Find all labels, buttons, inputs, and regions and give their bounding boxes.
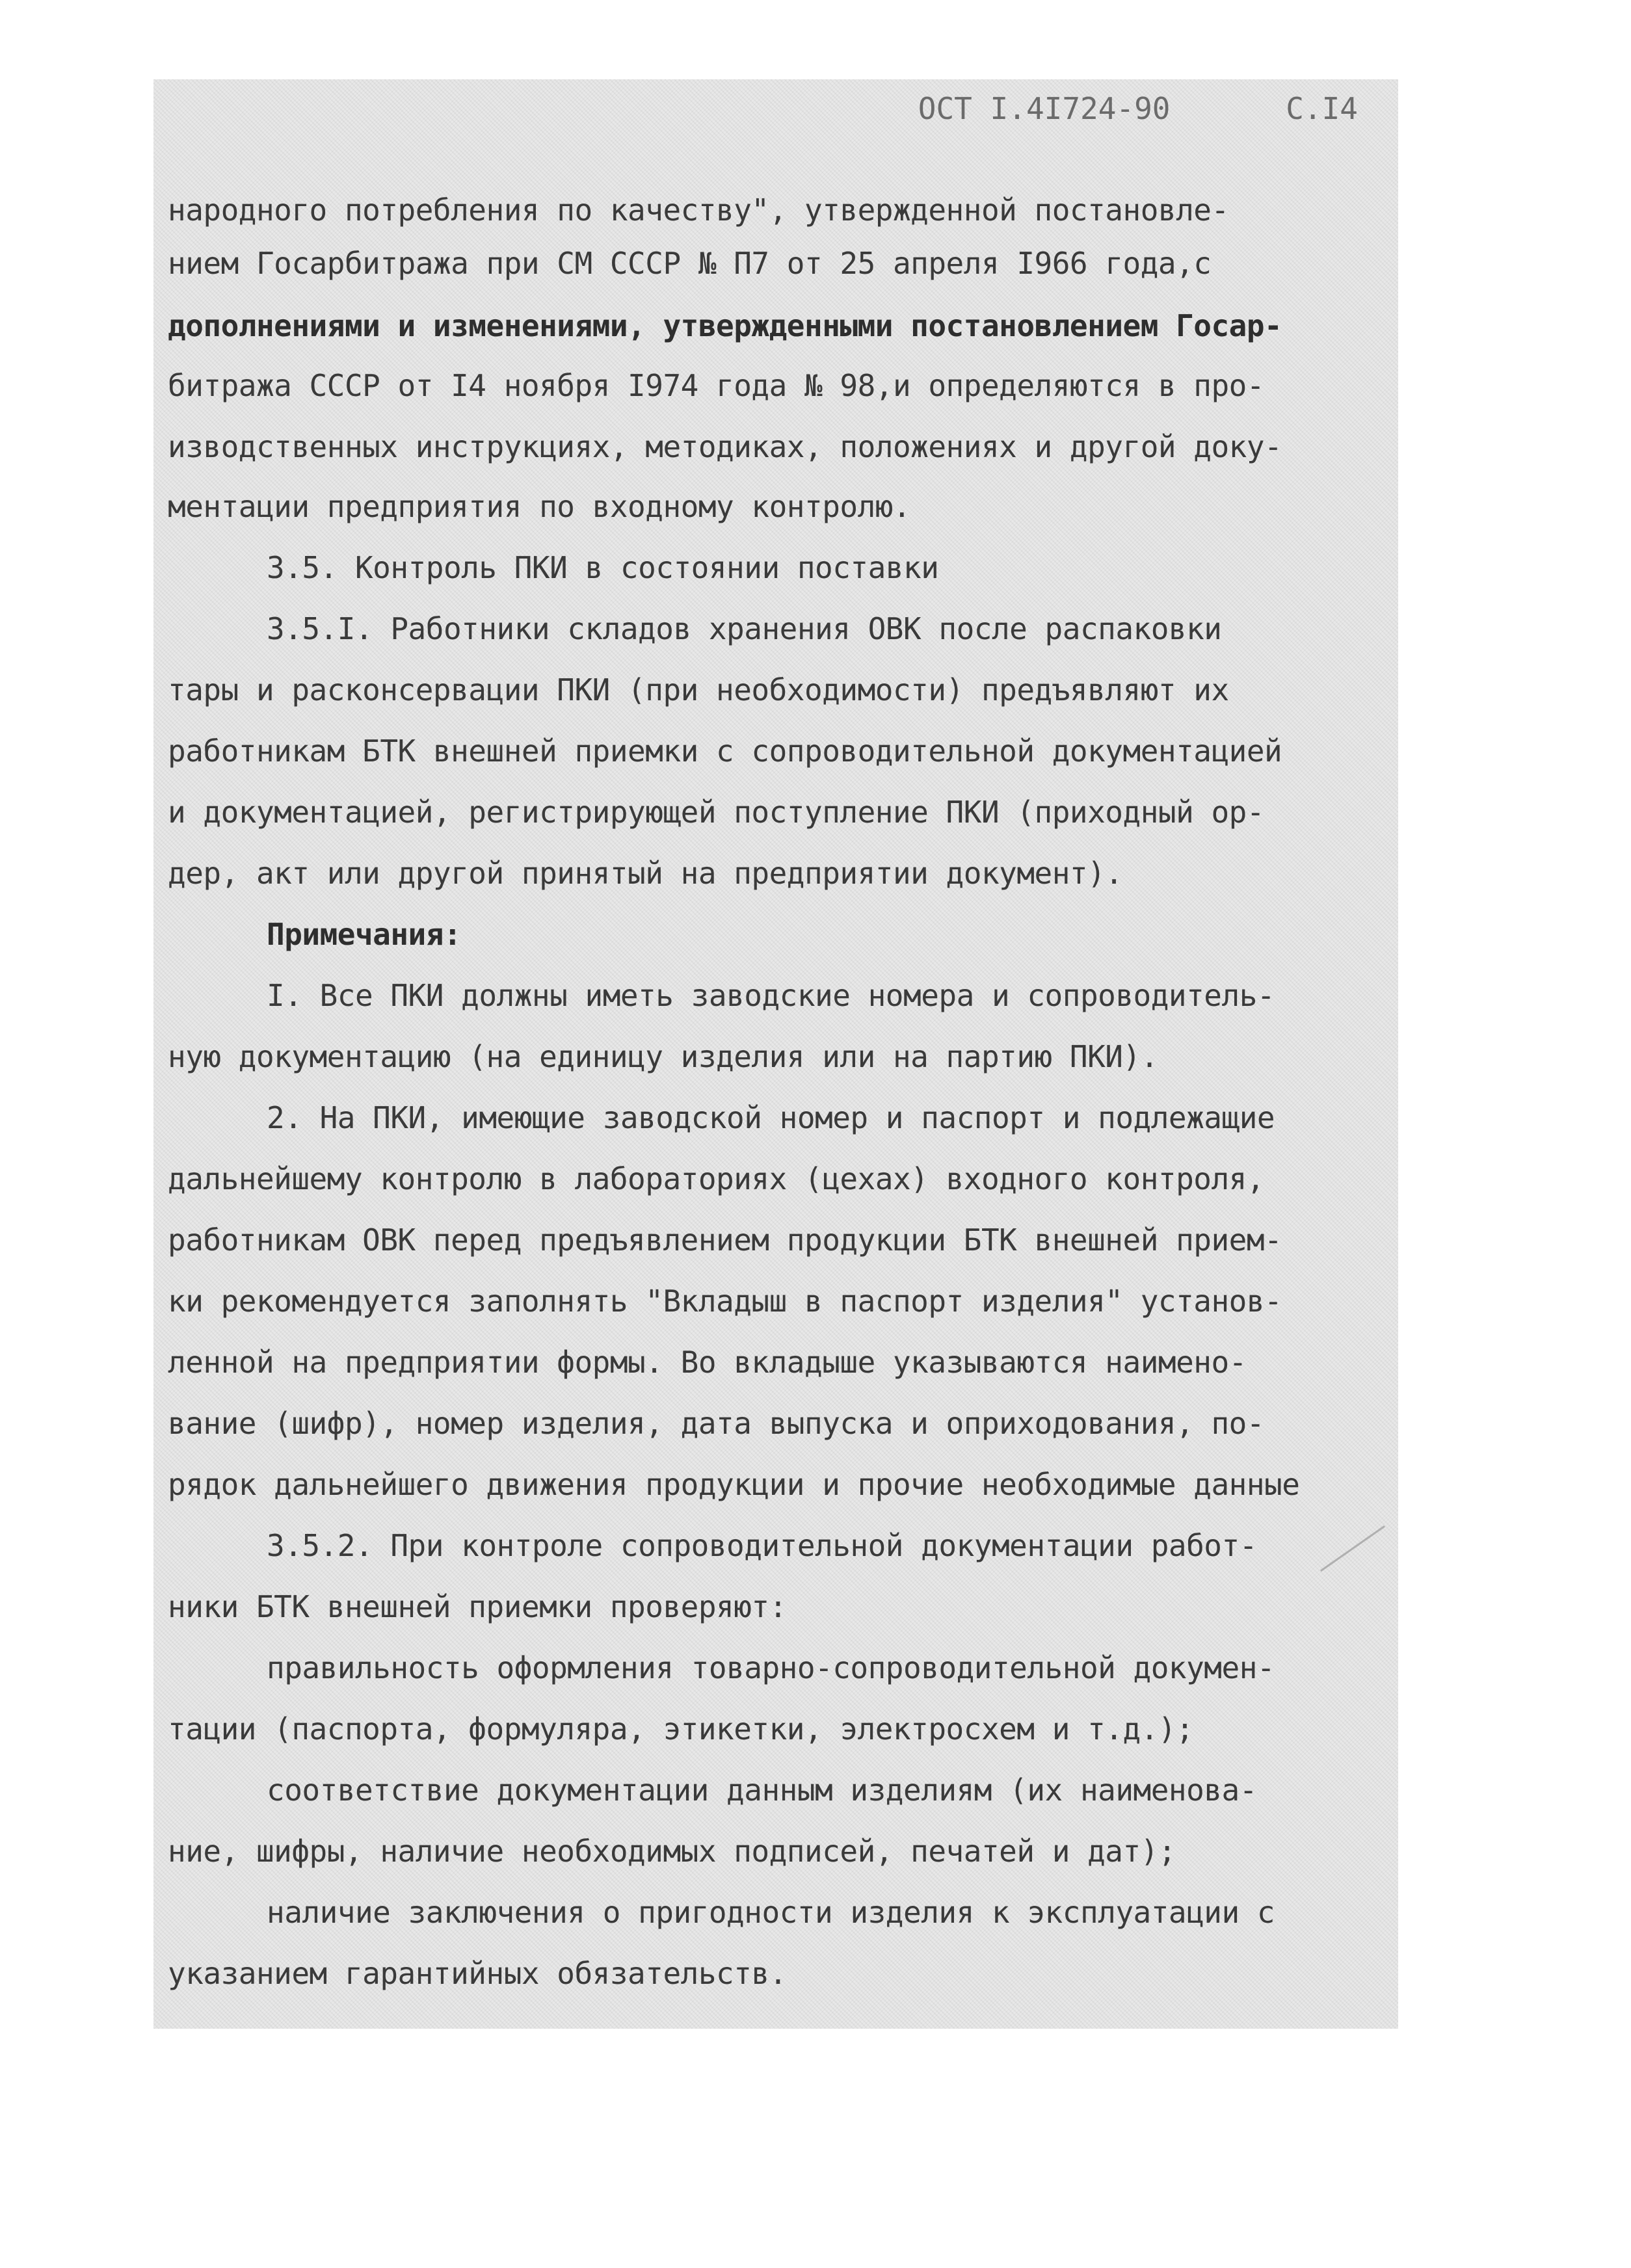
text-line: нием Госарбитража при СМ СССР № П7 от 25 апреля I966 года,с (168, 246, 1212, 281)
text-line: рядок дальнейшего движения продукции и прочие необходимые данные (168, 1467, 1300, 1502)
text-line: 3.5.2. При контроле сопроводительной документации работ- (267, 1528, 1257, 1563)
text-line: и документацией, регистрирующей поступление ПКИ (приходный ор- (168, 795, 1265, 830)
text-line: указанием гарантийных обязательств. (168, 1956, 787, 1991)
text-line: I. Все ПКИ должны иметь заводские номера и сопроводитель- (267, 978, 1275, 1013)
text-line: народного потребления по качеству", утвержденной постановле- (168, 192, 1229, 228)
text-line: 3.5.I. Работники складов хранения ОВК после распаковки (267, 611, 1222, 646)
text-line: работникам БТК внешней приемки с сопроводительной документацией (168, 733, 1282, 769)
text-line: тации (паспорта, формуляра, этикетки, электросхем и т.д.); (168, 1711, 1194, 1747)
text-line: наличие заключения о пригодности изделия к эксплуатации с (267, 1895, 1275, 1930)
text-line: ную документацию (на единицу изделия или на партию ПКИ). (168, 1039, 1158, 1074)
text-line: ники БТК внешней приемки проверяют: (168, 1589, 787, 1624)
text-line: дополнениями и изменениями, утвержденными постановлением Госар- (168, 308, 1282, 343)
text-line: ментации предприятия по входному контролю. (168, 489, 911, 524)
standard-number: ОСТ I.4I724-90 (918, 91, 1171, 126)
text-line: дер, акт или другой принятый на предприятии документ). (168, 856, 1123, 891)
section-heading: 3.5. Контроль ПКИ в состоянии поставки (267, 550, 939, 585)
text-line: ленной на предприятии формы. Во вкладыше указываются наимено- (168, 1345, 1247, 1380)
notes-heading: Примечания: (267, 917, 462, 952)
text-line: тары и расконсервации ПКИ (при необходимости) предъявляют их (168, 672, 1229, 707)
text-line: правильность оформления товарно-сопроводительной докумен- (267, 1650, 1275, 1685)
text-line: 2. На ПКИ, имеющие заводской номер и паспорт и подлежащие (267, 1100, 1275, 1135)
text-line: соответствие документации данным изделиям (их наименова- (267, 1773, 1257, 1808)
text-line: работникам ОВК перед предъявлением продукции БТК внешней прием- (168, 1222, 1282, 1258)
text-line: изводственных инструкциях, методиках, положениях и другой доку- (168, 429, 1282, 464)
page-number: С.I4 (1286, 91, 1358, 126)
page-header (918, 91, 1358, 126)
text-line: дальнейшему контролю в лабораториях (цехах) входного контроля, (168, 1161, 1265, 1196)
text-line: ки рекомендуется заполнять "Вкладыш в паспорт изделия" установ- (168, 1284, 1282, 1319)
text-line: битража СССР от I4 ноября I974 года № 98,и определяются в про- (168, 368, 1265, 403)
text-line: вание (шифр), номер изделия, дата выпуска и оприходования, по- (168, 1406, 1265, 1441)
text-line: ние, шифры, наличие необходимых подписей, печатей и дат); (168, 1834, 1176, 1869)
